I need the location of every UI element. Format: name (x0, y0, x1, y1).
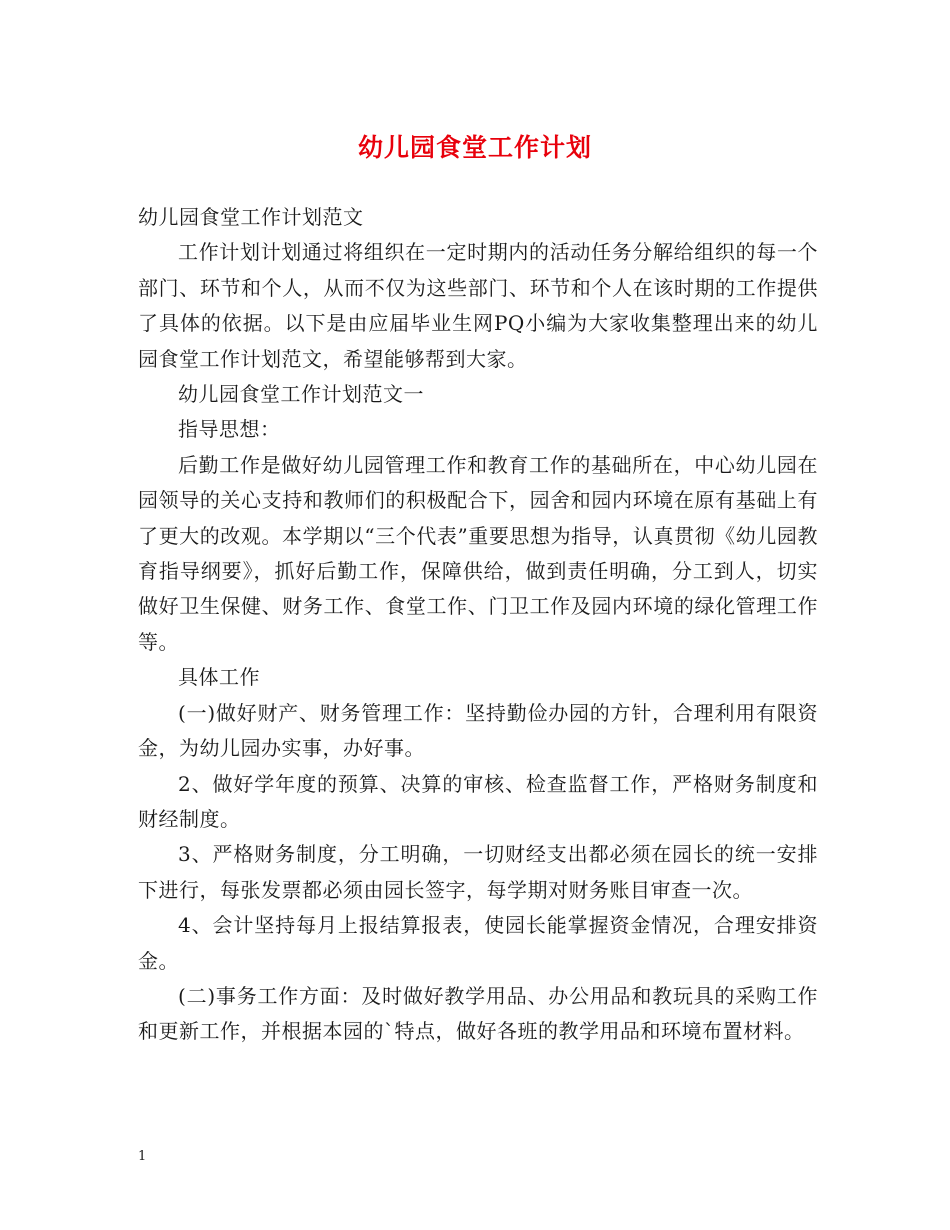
paragraph: 具体工作 (178, 665, 260, 690)
page-number: 1 (138, 1149, 147, 1164)
paragraph: 2、做好学年度的预算、决算的审核、检查监督工作，严格财务制度和财经制度。 (138, 771, 818, 831)
paragraph: (一)做好财产、财务管理工作：坚持勤俭办园的方针，合理利用有限资金，为幼儿园办实事，办好事。 (138, 700, 818, 761)
paragraph: 后勤工作是做好幼儿园管理工作和教育工作的基础所在，中心幼儿园在园领导的关心支持和教师们的积极配合下，园舍和园内环境在原有基础上有了更大的改观。本学期以“三个代表”重要思想为指导，认真贯彻《幼儿园教育指导纲要》，抓好后勤工作，保障供给，做到责任明确，分工到人，切实做好卫生保健、财务工作、食堂工作、门卫工作及园内环境的绿化管理工作等。 (138, 452, 818, 654)
paragraph: 工作计划计划通过将组织在一定时期内的活动任务分解给组织的每一个部门、环节和个人，从而不仅为这些部门、环节和个人在该时期的工作提供了具体的依据。以下是由应届毕业生网PQ小编为大家收集整理出来的幼儿园食堂工作计划范文，希望能够帮到大家。 (138, 240, 818, 371)
paragraph: 幼儿园食堂工作计划范文 (138, 205, 364, 229)
paragraph: 4、会计坚持每月上报结算报表，使园长能掌握资金情况，合理安排资金。 (138, 913, 818, 973)
document-body (138, 200, 818, 1050)
paragraph: 3、严格财务制度，分工明确，一切财经支出都必须在园长的统一安排下进行，每张发票都必须由园长签字，每学期对财务账目审查一次。 (138, 842, 818, 902)
document-title: 幼儿园食堂工作计划 (357, 133, 592, 162)
paragraph: 指导思想： (178, 417, 281, 442)
paragraph: 幼儿园食堂工作计划范文一 (178, 382, 424, 407)
paragraph: (二)事务工作方面：及时做好教学用品、办公用品和教玩具的采购工作和更新工作，并根据本园的`特点，做好各班的教学用品和环境布置材料。 (138, 983, 818, 1044)
